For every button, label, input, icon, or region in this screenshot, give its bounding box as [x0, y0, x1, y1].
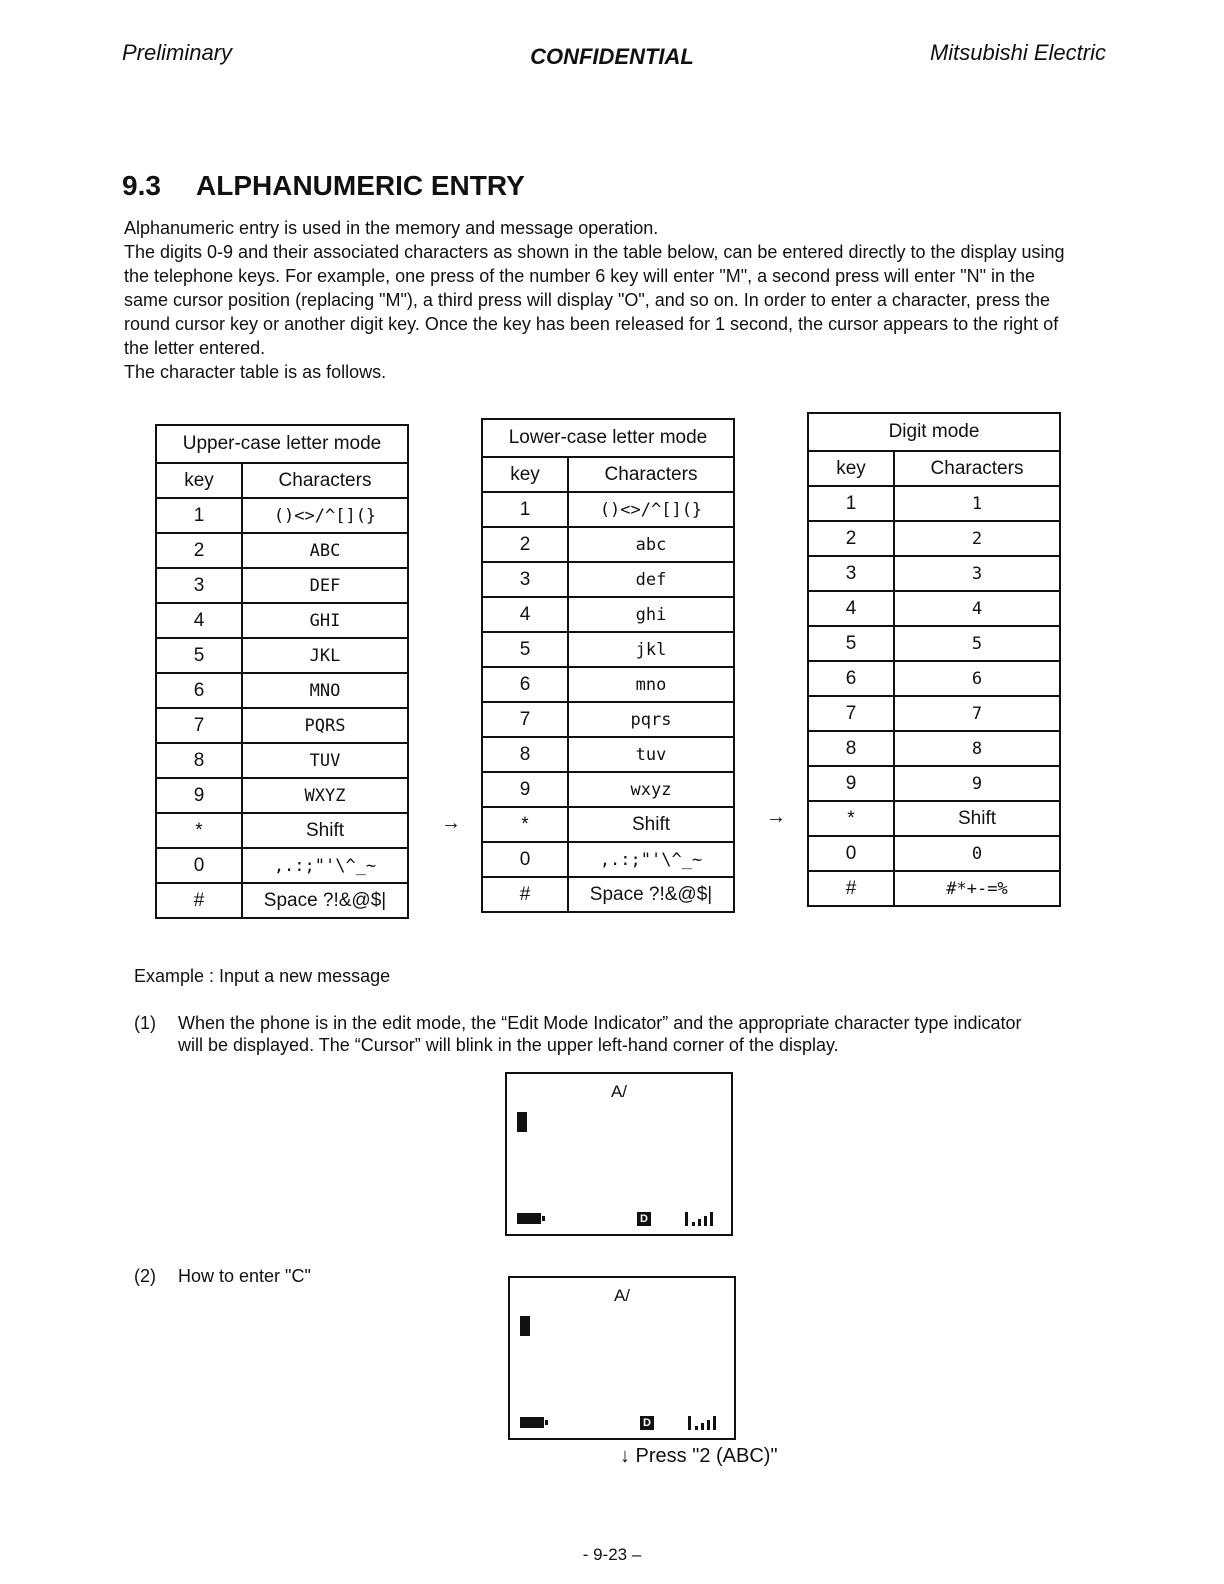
characters-cell: 9: [894, 766, 1060, 801]
intro-line-1: Alphanumeric entry is used in the memory and message operation.: [124, 218, 659, 238]
intro-line-2: The digits 0-9 and their associated characters as shown in the table below, can be entered directly to the display using the telephone keys. For example, one press of the number 6 key will enter "M", a second press will enter "N" in the same cursor position (replacing "M"), a third press will display "O", and so on. In order to enter a character, press the round cursor key or another digit key. Once the key has been released for 1 second, the cursor appears to the right of the letter entered.: [124, 242, 1065, 358]
cursor-icon: [520, 1316, 530, 1336]
d-indicator-icon: D: [640, 1416, 654, 1430]
table-row: [156, 533, 408, 568]
table-row: [156, 673, 408, 708]
key-cell: 1: [808, 486, 894, 521]
example-label: Example : Input a new message: [134, 966, 391, 986]
characters-cell: Space ?!&@$|: [242, 883, 408, 918]
characters-cell: 6: [894, 661, 1060, 696]
table-row: [482, 772, 734, 807]
table-row: [482, 562, 734, 597]
step-number: (2): [134, 1266, 156, 1286]
intro-text: [124, 216, 1084, 384]
key-cell: 4: [808, 591, 894, 626]
section-heading: [122, 170, 525, 202]
battery-icon: [520, 1417, 544, 1428]
phone-display-1: [505, 1072, 733, 1236]
upper-case-table: [155, 424, 409, 919]
digit-mode-table: [807, 412, 1061, 907]
key-cell: 0: [482, 842, 568, 877]
header-right: Mitsubishi Electric: [929, 40, 1106, 65]
characters-cell: def: [568, 562, 734, 597]
table-row: [156, 568, 408, 603]
characters-cell: 7: [894, 696, 1060, 731]
key-cell: 4: [482, 597, 568, 632]
table-row: [808, 626, 1060, 661]
table-row: [482, 597, 734, 632]
table-row: [482, 632, 734, 667]
key-cell: 6: [156, 673, 242, 708]
key-cell: 5: [808, 626, 894, 661]
key-cell: 0: [808, 836, 894, 871]
table-row: [482, 702, 734, 737]
key-cell: 1: [482, 492, 568, 527]
characters-cell: ghi: [568, 597, 734, 632]
characters-cell: PQRS: [242, 708, 408, 743]
key-cell: 8: [156, 743, 242, 778]
key-cell: 9: [482, 772, 568, 807]
characters-cell: 1: [894, 486, 1060, 521]
lower-case-table: [481, 418, 735, 913]
characters-cell: MNO: [242, 673, 408, 708]
key-cell: 0: [156, 848, 242, 883]
characters-cell: 0: [894, 836, 1060, 871]
key-cell: 7: [482, 702, 568, 737]
table-row: [808, 696, 1060, 731]
column-header-key: key: [482, 457, 568, 492]
characters-cell: mno: [568, 667, 734, 702]
table-row: [156, 848, 408, 883]
column-header-characters: Characters: [568, 457, 734, 492]
key-cell: *: [808, 801, 894, 836]
battery-icon: [517, 1213, 541, 1224]
signal-strength-icon: [685, 1210, 719, 1226]
key-cell: 7: [156, 708, 242, 743]
key-cell: 9: [808, 766, 894, 801]
table-row: [808, 661, 1060, 696]
key-cell: 4: [156, 603, 242, 638]
column-header-key: key: [156, 463, 242, 498]
table-mode-title: Upper-case letter mode: [156, 425, 408, 463]
key-cell: 2: [808, 521, 894, 556]
characters-cell: DEF: [242, 568, 408, 603]
signal-strength-icon: [688, 1414, 722, 1430]
step-text: When the phone is in the edit mode, the “Edit Mode Indicator” and the appropriate character type indicator will be displayed. The “Cursor” will blink in the upper left-hand corner of the display.: [178, 1013, 1022, 1055]
characters-cell: abc: [568, 527, 734, 562]
header-left: Preliminary: [122, 40, 233, 65]
characters-cell: tuv: [568, 737, 734, 772]
table-row: [808, 591, 1060, 626]
table-row: [808, 766, 1060, 801]
table-row: [482, 842, 734, 877]
edit-mode-indicator: A/: [610, 1082, 628, 1101]
edit-mode-indicator: A/: [613, 1286, 631, 1305]
page-number: - 9-23 –: [582, 1545, 642, 1564]
characters-cell: Shift: [242, 813, 408, 848]
section-title: ALPHANUMERIC ENTRY: [196, 170, 525, 201]
key-cell: 7: [808, 696, 894, 731]
table-row: [482, 492, 734, 527]
key-cell: 6: [482, 667, 568, 702]
characters-cell: ABC: [242, 533, 408, 568]
table-row: [482, 527, 734, 562]
table-row: [156, 813, 408, 848]
key-cell: #: [808, 871, 894, 906]
characters-cell: #*+-=%: [894, 871, 1060, 906]
table-row: [808, 801, 1060, 836]
table-row: [156, 603, 408, 638]
characters-cell: 5: [894, 626, 1060, 661]
characters-cell: 8: [894, 731, 1060, 766]
table-row: [482, 807, 734, 842]
characters-cell: Shift: [894, 801, 1060, 836]
table-row: [156, 638, 408, 673]
characters-cell: TUV: [242, 743, 408, 778]
table-row: [808, 871, 1060, 906]
key-cell: #: [482, 877, 568, 912]
characters-cell: jkl: [568, 632, 734, 667]
table-row: [156, 883, 408, 918]
characters-cell: pqrs: [568, 702, 734, 737]
characters-cell: wxyz: [568, 772, 734, 807]
d-indicator-icon: D: [637, 1212, 651, 1226]
table-row: [156, 708, 408, 743]
key-cell: *: [482, 807, 568, 842]
characters-cell: 2: [894, 521, 1060, 556]
press-instruction: ↓ Press "2 (ABC)": [620, 1445, 778, 1467]
key-cell: 8: [482, 737, 568, 772]
key-cell: 1: [156, 498, 242, 533]
table-mode-title: Lower-case letter mode: [482, 419, 734, 457]
step-1: [134, 1012, 1038, 1056]
key-cell: 5: [156, 638, 242, 673]
key-cell: 6: [808, 661, 894, 696]
key-cell: 2: [156, 533, 242, 568]
table-row: [156, 498, 408, 533]
table-row: [482, 737, 734, 772]
key-cell: 3: [156, 568, 242, 603]
characters-cell: 3: [894, 556, 1060, 591]
table-row: [156, 778, 408, 813]
arrow-right-icon: →: [441, 812, 461, 834]
cursor-icon: [517, 1112, 527, 1132]
section-number: 9.3: [122, 170, 161, 201]
characters-cell: GHI: [242, 603, 408, 638]
key-cell: *: [156, 813, 242, 848]
step-number: (1): [134, 1013, 156, 1033]
step-text: How to enter "C": [178, 1266, 311, 1286]
table-row: [808, 556, 1060, 591]
key-cell: 3: [808, 556, 894, 591]
table-row: [808, 521, 1060, 556]
intro-line-3: The character table is as follows.: [124, 362, 387, 382]
key-cell: #: [156, 883, 242, 918]
table-row: [482, 877, 734, 912]
table-row: [482, 667, 734, 702]
table-row: [808, 731, 1060, 766]
column-header-characters: Characters: [894, 451, 1060, 486]
key-cell: 8: [808, 731, 894, 766]
characters-cell: Shift: [568, 807, 734, 842]
table-row: [808, 836, 1060, 871]
characters-cell: ,.:;"'\^_~: [568, 842, 734, 877]
characters-cell: WXYZ: [242, 778, 408, 813]
key-cell: 2: [482, 527, 568, 562]
key-cell: 5: [482, 632, 568, 667]
characters-cell: Space ?!&@$|: [568, 877, 734, 912]
phone-display-2: [508, 1276, 736, 1440]
column-header-characters: Characters: [242, 463, 408, 498]
key-cell: 9: [156, 778, 242, 813]
table-row: [156, 743, 408, 778]
characters-cell: ,.:;"'\^_~: [242, 848, 408, 883]
characters-cell: 4: [894, 591, 1060, 626]
column-header-key: key: [808, 451, 894, 486]
table-row: [808, 486, 1060, 521]
table-mode-title: Digit mode: [808, 413, 1060, 451]
characters-cell: JKL: [242, 638, 408, 673]
arrow-right-icon: →: [766, 806, 786, 828]
characters-cell: ()<>/^[](}: [568, 492, 734, 527]
header-center: CONFIDENTIAL: [530, 44, 694, 69]
characters-cell: ()<>/^[](}: [242, 498, 408, 533]
key-cell: 3: [482, 562, 568, 597]
